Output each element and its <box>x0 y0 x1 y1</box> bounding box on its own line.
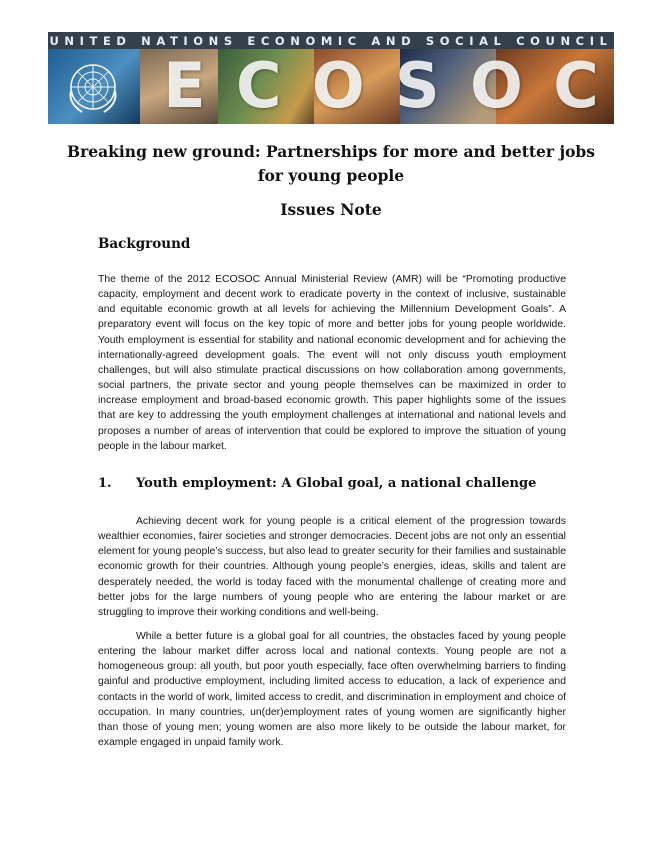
ecosoc-banner <box>48 32 614 124</box>
wordmark-letter: S <box>395 48 440 122</box>
un-emblem-icon <box>64 58 122 116</box>
wordmark-letter: C <box>235 48 282 122</box>
section-paragraph: While a better future is a global goal for all countries, the obstacles faced by young people entering the labour market differ across local and national contexts. Young people are not a homogeneous group: all youth, but poor youth especially, face often overwhelming barriers to finding gainful and productive employment, including limited access to education, a lack of experience and contacts in the world of work, limited access to credit, and discrimination in employment and choice of occupation. In many countries, un(der)employment rates of young women are significantly higher than those of young men; young women are also more likely to be outside the labour market, for example engaged in unpaid family work. <box>98 631 566 749</box>
section-number: 1. <box>98 476 112 491</box>
wordmark-letter: O <box>311 48 365 122</box>
background-paragraph: The theme of the 2012 ECOSOC Annual Ministerial Review (AMR) will be “Promoting productive capacity, employment and decent work to eradicate poverty in the context of inclusive, sustainable and equitable economic growth at all levels for achieving the Millennium Development Goals”. A preparatory event will focus on the key topic of more and better jobs for young people worldwide. Youth employment is essential for stability and national economic development and for achieving the internationally-agreed development goals. The event will not only discuss youth employment challenges, but will also stimulate practical discussions on how collaboration among governments, social partners, the private sector and young people themselves can be maximized in order to increase employment and broad-based economic growth. This paper highlights some of the issues that are key to addressing the youth employment challenges at international and national levels and proposes a number of areas of intervention that could be explored to improve the situation of young people in the labour market. <box>98 274 566 452</box>
banner-org-name: UNITED NATIONS ECONOMIC AND SOCIAL COUNCIL <box>49 34 613 48</box>
document-subtitle: Issues Note <box>280 200 382 219</box>
wordmark-letter: E <box>163 48 206 122</box>
background-heading: Background <box>98 236 191 252</box>
document-title: Breaking new ground: Partnerships for more and better jobs for young people <box>67 142 595 185</box>
section-paragraph: Achieving decent work for young people is a critical element of the progression towards wealthier economies, fairer societies and stronger democracies. Decent jobs are not only an essential element for young people’s success, but also lead to greater security for their families and sustainable economic growth for their countries. Although young people’s energies, ideas, skills and talent are desperately needed, the world is today faced with the monumental challenge of creating more and better jobs for the large numbers of young people who are entering the labour market or are struggling to improve their working conditions and well-being. <box>98 516 566 618</box>
ecosoc-wordmark <box>148 46 614 124</box>
section-heading-text: Youth employment: A Global goal, a national challenge <box>136 476 537 491</box>
wordmark-letter: O <box>470 48 523 122</box>
wordmark-letter: C <box>553 48 599 122</box>
section-heading <box>98 476 578 491</box>
